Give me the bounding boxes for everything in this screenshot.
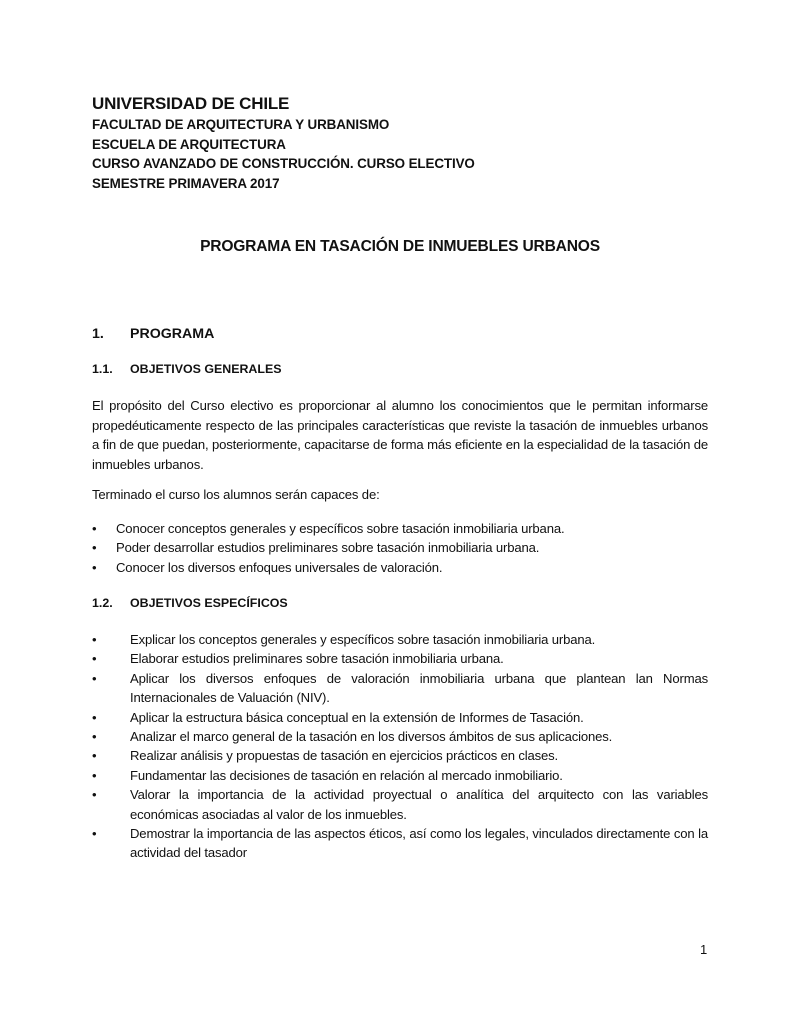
outcomes-intro: Terminado el curso los alumnos serán capaces de: <box>92 487 380 502</box>
list-item-text: Aplicar la estructura básica conceptual en la extensión de Informes de Tasación. <box>130 709 584 725</box>
school-name: ESCUELA DE ARQUITECTURA <box>92 136 286 152</box>
bullet-icon: • <box>92 540 97 556</box>
list-item <box>92 669 708 708</box>
bullet-icon: • <box>92 709 97 725</box>
bullet-icon: • <box>92 521 97 536</box>
list-item-text: Valorar la importancia de la actividad proyectual o analítica del arquitecto con las variables económicas asociadas al valor de los inmuebles. <box>130 787 708 822</box>
section-number: 1. <box>92 326 104 342</box>
list-item-text: Conocer conceptos generales y específicos sobre tasación inmobiliaria urbana. <box>116 521 565 536</box>
subsection-number: 1.2. <box>92 596 113 610</box>
bullet-icon: • <box>92 748 97 764</box>
list-item <box>92 766 708 785</box>
bullet-icon: • <box>92 729 97 745</box>
bullet-icon: • <box>92 651 97 667</box>
subsection-number: 1.1. <box>92 362 113 376</box>
course-name: CURSO AVANZADO DE CONSTRUCCIÓN. CURSO ELECTIVO <box>92 156 475 171</box>
bullet-icon: • <box>92 826 97 842</box>
specific-objectives-list <box>92 630 708 863</box>
list-item-text: Demostrar la importancia de las aspectos éticos, así como los legales, vinculados directamente con la actividad del tasador <box>130 826 708 861</box>
list-item-text: Fundamentar las decisiones de tasación en relación al mercado inmobiliario. <box>130 767 563 783</box>
page-number: 1 <box>700 942 708 957</box>
list-item-text: Poder desarrollar estudios preliminares sobre tasación inmobiliaria urbana. <box>116 540 540 556</box>
list-item <box>92 538 708 557</box>
bullet-icon: • <box>92 632 97 647</box>
subsection-title: OBJETIVOS ESPECÍFICOS <box>130 596 288 610</box>
list-item <box>92 785 708 824</box>
general-objectives-list <box>92 519 708 577</box>
list-item-text: Explicar los conceptos generales y específicos sobre tasación inmobiliaria urbana. <box>130 632 596 647</box>
list-item <box>92 727 708 746</box>
subsection-heading-objetivos-especificos <box>92 596 288 610</box>
list-item <box>92 746 708 765</box>
university-name: UNIVERSIDAD DE CHILE <box>92 94 290 113</box>
list-item-text: Realizar análisis y propuestas de tasación en ejercicios prácticos en clases. <box>130 748 559 764</box>
list-item <box>92 558 708 577</box>
bullet-icon: • <box>92 559 97 575</box>
section-title: PROGRAMA <box>130 326 215 342</box>
list-item <box>92 519 708 538</box>
list-item <box>92 649 708 668</box>
list-item-text: Conocer los diversos enfoques universales de valoración. <box>116 559 443 575</box>
list-item <box>92 708 708 727</box>
list-item <box>92 630 708 649</box>
list-item-text: Analizar el marco general de la tasación en los diversos ámbitos de sus aplicaciones. <box>130 729 613 745</box>
document-title: PROGRAMA EN TASACIÓN DE INMUEBLES URBANOS <box>200 238 600 255</box>
subsection-title: OBJETIVOS GENERALES <box>130 362 282 376</box>
document-header <box>92 93 475 193</box>
bullet-icon: • <box>92 670 97 686</box>
section-heading-programa <box>92 326 214 342</box>
subsection-heading-objetivos-generales <box>92 362 281 376</box>
bullet-icon: • <box>92 767 97 783</box>
bullet-icon: • <box>92 787 97 803</box>
objectives-paragraph: El propósito del Curso electivo es proporcionar al alumno los conocimientos que le permitan informarse propedéuticamente respecto de las principales características que reviste la tasación de inmuebles urbanos a fin de que puedan, posteriormente, capacitarse de forma más eficiente en la especialidad de la tasación de inmuebles urbanos. <box>92 398 708 473</box>
semester-label: SEMESTRE PRIMAVERA 2017 <box>92 175 280 191</box>
list-item-text: Elaborar estudios preliminares sobre tasación inmobiliaria urbana. <box>130 651 504 667</box>
list-item-text: Aplicar los diversos enfoques de valoración inmobiliaria urbana que plantean lan Normas Internacionales de Valuación (NIV). <box>130 670 708 706</box>
list-item <box>92 824 708 863</box>
faculty-name: FACULTAD DE ARQUITECTURA Y URBANISMO <box>92 117 390 132</box>
